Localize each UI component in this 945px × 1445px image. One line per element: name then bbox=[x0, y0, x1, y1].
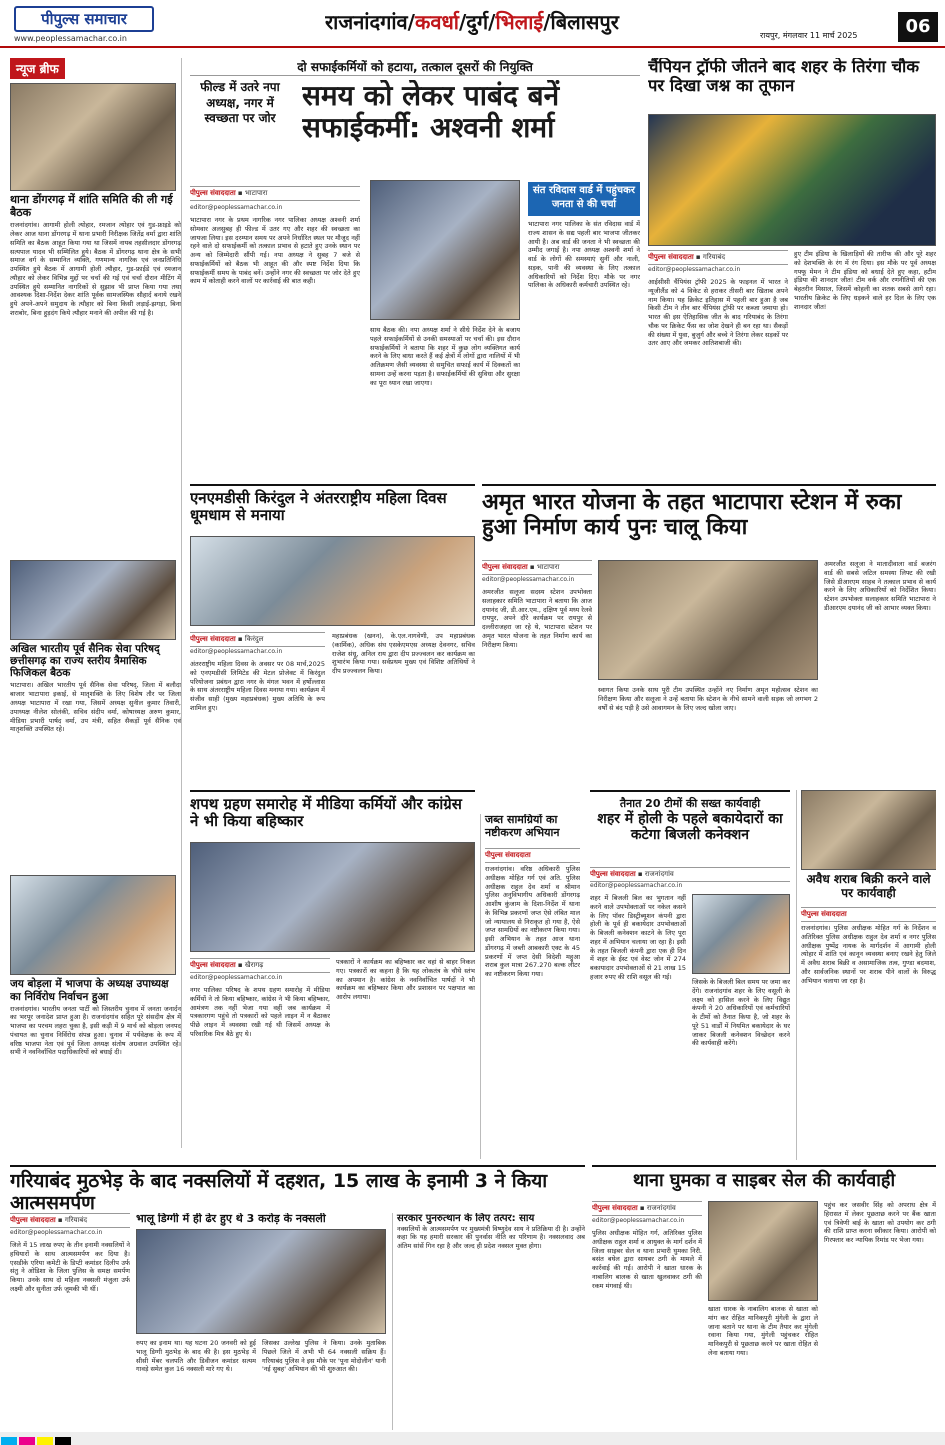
champions-trophy-story bbox=[648, 58, 936, 478]
ward-subhead-box: संत रविदास वार्ड में पहुंचकर जनता से की चर्चा bbox=[528, 182, 640, 216]
oath-boycott-story bbox=[190, 790, 475, 1160]
oath-email[interactable]: editor@peoplessamachar.co.in bbox=[190, 974, 283, 981]
seizure-byline bbox=[485, 848, 580, 863]
champions-body-1: आईसीसी चैंपियंस ट्रॉफी 2025 के फाइनल में भारत ने न्यूजीलैंड को 4 विकेट से हराकर तीसरी बार खिताब अपने नाम किया। यह क्रिकेट इतिहास में पहली बार हुआ है जब किसी टीम ने तीन बार चैंपियंस ट्रॉफी पर कब्जा जमाया हो। भारत की इस ऐतिहासिक जीत के बाद गरियाबंद के तिरंगा चौक पर क्रिकेट फैंस का जोश देखने ही बन रहा था। सैकड़ों की संख्या में युवा, बुजुर्ग और बच्चे ने तिरंगा लेकर सड़कों पर उतर आए और जमकर आतिशबाजी की। bbox=[648, 278, 788, 348]
nmdc-body-2: महाप्रबंधक (खनन), के.एल.नागवेणी, उप महाप्रबंधक (कार्मिक), अधिक संघ एसकेएमएस अध्यक्ष देवनगर, सचिव राजेश संधू, अनिल राय द्वारा दीप प्रज्ज्वलन कर कार्यक्रम का शुभारंभ किया गया। सर्वप्रथम मुख्य एवं विशिष्ट अतिथियों ने दीप प्रज्ज्वलन किया। bbox=[332, 632, 475, 676]
news-brief-column bbox=[10, 58, 182, 1148]
cleanliness-body-2: साथ बैठक की। नपा अध्यक्ष शर्मा ने सीधे निर्देश देने के बजाय पहले सफाईकर्मियों से उनकी समस्याओं पर चर्चा की। इस दौरान सफाईकर्मियों ने बताया कि शहर में कुछ लोग व्यक्तिगत कार्य करने के लिए बाधा करते हैं कई क्षेत्रों में लोगों द्वारा नालियों में भी अतिक्रमण जैसी व्यवस्था से समुचित सफाई कार्य में दिक्कतों का सामना उन्हें करना पड़ता है। सफाईकर्मियों की सुविधा और सुरक्षा का पूरा ध्यान रखा जाएगा। bbox=[370, 326, 520, 387]
byline-place: गरियाबंद bbox=[64, 1216, 88, 1224]
masthead bbox=[0, 0, 945, 48]
byline-name: पीपुल्स संवाददाता bbox=[592, 1204, 638, 1212]
naxal-byline: पीपुल्स संवाददाता ▪ गरियाबंद bbox=[10, 1213, 130, 1228]
oath-ceremony-photo bbox=[190, 842, 475, 952]
seizure-story bbox=[480, 814, 580, 1159]
website-url[interactable]: www.peoplessamachar.co.in bbox=[14, 34, 127, 43]
electricity-body-2: जिसके के बिजली बिल समय पर जमा कर देंगे। राजनांदगांव शहर के लिए वसूली के लक्ष्य को हासिल करने के लिए विद्युत कंपनी ने 20 अधिकारियों एवं कर्मचारियों के टीमों को तैनात किया है, जो शहर के पूरे 51 वार्डों में नियमित बकायेदार के घर जाकर बिजली कनेक्शन विच्छेदन करने की कार्यवाही करेंगे। bbox=[692, 978, 790, 1048]
byline-place: राजनांदगांव bbox=[646, 1204, 676, 1212]
cyber-cell-story bbox=[592, 1165, 936, 1430]
byline-name: पीपुल्स संवाददाता bbox=[648, 253, 694, 261]
liquor-photo bbox=[801, 790, 936, 870]
electricity-byline: पीपुल्स संवाददाता ▪ राजनांदगांव bbox=[590, 867, 790, 882]
seizure-body: राजनांदगांव। वरिष्ठ अधिकारी पुलिस अधीक्षक मोहित गर्ग एवं अति. पुलिस अधीक्षक राहुल देव शर्मा व श्रीमान पुलिस अनुविभागीय अधिकारी डोंगरगढ़ आशीष कुंजाम के दिशा-निर्देश में थाना के विभिन्न प्रकरणों जप्त ऐसे लंबित माल जो न्यायालय से निराकृत हो गया है, ऐसे जप्त सामग्रियों का नष्टीकरण किया गया। इसी अभियान के तहत आज थाना डोंगरगढ़ में जब्ती आबकारी एक्ट के 45 प्रकरणों में जप्त देसी विदेशी महुआ शराब कुल मात्रा 267.270 बल्क लीटर का नष्टीकरण किया गया। bbox=[485, 865, 580, 979]
byline-name: पीपुल्स संवाददाता bbox=[190, 961, 236, 969]
naxal-subhead: भालू डिग्गी में ही ढेर हुए थे 3 करोड़ के नक्सली bbox=[136, 1213, 326, 1225]
oath-body-2: पत्रकारों ने कार्यक्रम का बहिष्कार कर वहां से बाहर निकल गए। पत्रकारों का कहना है कि यह लोकतंत्र के चौथे स्तंभ का अपमान है। कांग्रेस के नवनिर्वाचित पार्षदों ने भी कार्यक्रम का बहिष्कार किया और प्रशासन पर पक्षपात का आरोप लगाया। bbox=[336, 958, 475, 1002]
champions-body-2: हुए टीम इंडिया के खिलाड़ियों की तारीफ की और पूरे शहर को देशभक्ति के रंग में रंग दिया। इस मौके पर पूर्व अध्यक्ष गफ्फू मेमन ने टीम इंडिया को बधाई देते हुए कहा, हटीम इंडिया की शानदार जीत! टीम वर्क और रणनीतियों की एक बेहतरीन मिसाल, जिसमें कोहली का शतक सबसे आगे रहा। भारतीय क्रिकेट के लिए धड़कने वाले हर दिल के लिए एक शानदार जीत! bbox=[794, 250, 936, 311]
byline-place: किरंदुल bbox=[244, 635, 264, 643]
brief-2-headline: अखिल भारतीय पूर्व सैनिक सेवा परिषद् छत्तीसगढ़ का राज्य स्तरीय त्रैमासिक फिजिकल बैठक bbox=[10, 643, 160, 680]
electricity-photo bbox=[692, 894, 790, 974]
news-brief-tag: न्यूज ब्रीफ bbox=[10, 58, 65, 79]
byline-name: पीपुल्स संवाददाता bbox=[590, 870, 636, 878]
brief-photo-1 bbox=[10, 83, 176, 191]
newspaper-logo: पीपुल्स समाचार bbox=[14, 6, 154, 32]
byline-place: भाटापारा bbox=[244, 189, 268, 197]
cyber-body-3: पहुंच कर जसवीर सिंह को अपराध क्षेत्र में हिरासत में लेकर पूछताछ करने पर बैंक खाता एवं त्रिवेणी बाई के खाता को उपयोग कर ठगी की राशि प्राप्त करना स्वीकार किया। आरोपी को गिरफ्तार कर न्यायिक रिमांड पर भेजा गया। bbox=[824, 1201, 936, 1245]
oath-headline: शपथ ग्रहण समारोह में मीडिया कर्मियों और कांग्रेस ने भी किया बहिष्कार bbox=[190, 795, 462, 831]
cleanliness-headline: समय को लेकर पाबंद बनें सफाईकर्मी: अश्वनी शर्मा bbox=[302, 80, 560, 145]
naxal-body-2: रुपए का इनाम था। यह घटना 20 जनवरी को हुई भालू डिग्गी मुठभेड़ के बाद की है। इस मुठभेड़ में सीसी मेंबर चलपति और डिवीजन कमांडर सत्यम गावड़े समेत कुल 16 नक्सली मारे गए थे। bbox=[136, 1339, 256, 1374]
nmdc-email[interactable]: editor@peoplessamachar.co.in bbox=[190, 648, 283, 655]
nmdc-headline: एनएमडीसी किरंदुल ने अंतरराष्ट्रीय महिला दिवस धूमधाम से मनाया bbox=[190, 489, 447, 525]
champions-headline: चैंपियन ट्रॉफी जीतने बाद शहर के तिरंगा चौक पर दिखा जश्न का तूफान bbox=[648, 58, 919, 95]
dateline: रायपुर, मंगलवार 11 मार्च 2025 bbox=[760, 31, 858, 40]
champions-byline: पीपुल्स संवाददाता ▪ गरियाबंद bbox=[648, 250, 788, 265]
celebration-photo bbox=[648, 114, 936, 246]
city-3: /दुर्ग/ bbox=[458, 10, 496, 34]
nmdc-body-1: अंतरराष्ट्रीय महिला दिवस के अवसर पर 08 मार्च,2025 को एनएमडीसी लिमिटेड की मेटल प्रोजेक्ट में किरंदुल परियोजना प्रबंधन द्वारा नगर के मंगल भवन में हर्षोल्लास के साथ अंतरराष्ट्रीय महिला दिवस मनाया गया। कार्यक्रम में संजीव साही (मुख्य महाप्रबंधक) मुख्य अतिथि के रूप शामिल हुए। bbox=[190, 660, 325, 712]
brief-1-headline: थाना डोंगरगढ़ में शांति समिति की ली गई बैठक bbox=[10, 193, 173, 219]
swatch-cyan bbox=[1, 1437, 17, 1445]
byline-name: पीपुल्स संवाददाता bbox=[801, 910, 847, 918]
byline-place: राजनांदगांव bbox=[644, 870, 674, 878]
naxal-headline: गरियाबंद मुठभेड़ के बाद नक्सलियों में दहशत, 15 लाख के इनामी 3 ने किया आत्मसमर्पण bbox=[10, 1170, 548, 1214]
print-registration-bar bbox=[0, 1432, 945, 1445]
cm-reaction-box bbox=[392, 1213, 585, 1430]
cleanliness-story bbox=[190, 58, 640, 478]
amrit-byline: पीपुल्स संवाददाता ▪ भाटापारा bbox=[482, 560, 592, 575]
cleanliness-email[interactable]: editor@peoplessamachar.co.in bbox=[190, 204, 283, 211]
naxal-body-1: जिले में 15 लाख रुपए के तीन इनामी नक्सलियों ने हथियारों के साथ आत्मसमर्पण कर दिया है। एसडीके एरिया कमेटी के डिप्टी कमांडर दिलीप उर्फ संतु ने ओडिशा के जिला पुलिस के समक्ष समर्पण किया। उनके साथ दो महिला नक्सली मंजुला उर्फ लक्ष्मी और सुनीता उर्फ जूमकी भी थीं। bbox=[10, 1241, 130, 1293]
byline-name: पीपुल्स संवाददाता bbox=[190, 635, 236, 643]
cm-reaction-headline: सरकार पुनरुत्थान के लिए तत्पर: साय bbox=[397, 1213, 535, 1224]
nmdc-story bbox=[190, 484, 475, 784]
champions-email[interactable]: editor@peoplessamachar.co.in bbox=[648, 266, 741, 273]
swatch-black bbox=[55, 1437, 71, 1445]
electricity-kicker: तैनात 20 टीमों की सख्त कार्यवाही bbox=[619, 797, 761, 810]
surrender-photo bbox=[136, 1229, 386, 1334]
brief-2-body: भाटापारा। अखिल भारतीय पूर्व सैनिक सेवा परिषद्, जिला में बलौदा बाजार भाटापारा इकाई, से मातृशक्ति के लिए विशेष तौर पर जिला अध्यक्ष भाटापारा में रखा गया, जिसमें अध्यक्ष सुनील कुमार तिवारी, उपाध्यक्ष नीलेश सोलंकी, सचिव संदीप वर्मा, कोषाध्यक्ष अरुण कुमार, मीडिया प्रभारी पार्षद वर्मा, उप मंत्री, सहित सैकड़ों पूर्व सैनिक एवं मातृशक्ति उपस्थित रहे। bbox=[10, 681, 181, 734]
electricity-email[interactable]: editor@peoplessamachar.co.in bbox=[590, 882, 683, 889]
city-5: /बिलासपुर bbox=[543, 10, 619, 34]
swatch-yellow bbox=[37, 1437, 53, 1445]
oath-byline: पीपुल्स संवाददाता ▪ खैरागढ़ bbox=[190, 958, 330, 973]
byline-place: भाटापारा bbox=[536, 563, 560, 571]
byline-name: पीपुल्स संवाददाता bbox=[485, 851, 531, 859]
swatch-magenta bbox=[19, 1437, 35, 1445]
electricity-story bbox=[590, 790, 790, 1160]
cleanliness-side-deck: फील्ड में उतरे नपा अध्यक्ष, नगर में स्वच्छता पर जोर bbox=[200, 80, 280, 126]
cyber-byline: पीपुल्स संवाददाता ▪ राजनांदगांव bbox=[592, 1201, 702, 1216]
city-1: राजनांदगांव/ bbox=[325, 10, 415, 34]
naxal-surrender-story bbox=[10, 1165, 585, 1430]
cleanliness-body-3: भाटापारा नगर पालिका के संत रविदास वार्ड में राज्य शासन के सद्य पहली बार भाजपा जीतकर आयी है। अब वार्ड की जनता ने भी स्वच्छता की उम्मीद जगाई है। नपा अध्यक्ष अश्वनी शर्मा ने वार्ड के लोगों की समस्याएं सुनीं और नाली, सड़क, पानी की व्यवस्था के लिए तत्काल अधिकारियों को निर्देश दिए। मौके पर नगर पालिका के अधिकारी कर्मचारी उपस्थित रहे। bbox=[528, 220, 640, 290]
cyber-headline: थाना घुमका व साइबर सेल की कार्यवाही bbox=[632, 1170, 896, 1191]
byline-name: पीपुल्स संवाददाता bbox=[482, 563, 528, 571]
brief-3-body: राजनांदगांव। भारतीय जनता पार्टी को जिस्तरीय चुनाव में जनता जनार्दन का भरपूर जनादेश प्राप्त हुआ है। राजनांदगांव सहित पूरे संसदीय क्षेत्र में भाजपा का परचम लहरा चुका है, इसी कड़ी में 9 मार्च को बोड़ला जनपद पंचायत का चुनाव निर्विरोध संपन्न हुआ। चुनाव में पर्यवेक्षक के रूप में वरिष्ठ भाजपा नेता एवं पूर्व जिला अध्यक्ष संतोष अग्रवाल उपस्थित रहे। सभी ने नवनिर्वाचित पदाधिकारियों को बधाई दी। bbox=[10, 1004, 181, 1057]
byline-place: गरियाबंद bbox=[702, 253, 726, 261]
page-number: 06 bbox=[898, 12, 938, 42]
brief-3-headline: जय बोड़ला में भाजपा के अध्यक्ष उपाध्यक्ष का निर्विरोध निर्वाचन हुआ bbox=[10, 978, 169, 1003]
city-4: भिलाई bbox=[495, 10, 544, 34]
brief-photo-2 bbox=[10, 560, 176, 640]
amrit-headline: अमृत भारत योजना के तहत भाटापारा स्टेशन में रुका हुआ निर्माण कार्य पुनः चालू किया bbox=[482, 490, 902, 541]
cyber-email[interactable]: editor@peoplessamachar.co.in bbox=[592, 1217, 685, 1224]
naxal-email[interactable]: editor@peoplessamachar.co.in bbox=[10, 1229, 103, 1236]
brief-photo-3 bbox=[10, 875, 176, 975]
oath-body-1: नगर पालिका परिषद के शपथ ग्रहण समारोह में मीडिया कर्मियों ने तो किया बहिष्कार, कांग्रेस ने भी किया बहिष्कार, आमंत्रण तक नहीं भेजा गया वहीं जब कार्यक्रम में पत्रकारगण पहुंचे तो पत्रकारों को पहले लाइन में न बैठाकर पीछे लाइन में व्यवस्था रखी गई थी जिसमें अध्यक्ष के परिवारिक मित्र बैठे हुए थे। bbox=[190, 986, 330, 1038]
electricity-headline: शहर में होली के पहले बकायेदारों का कटेगा बिजली कनेक्शन bbox=[597, 811, 783, 844]
nmdc-byline: पीपुल्स संवाददाता ▪ किरंदुल bbox=[190, 632, 325, 647]
byline-name: पीपुल्स संवाददाता bbox=[10, 1216, 56, 1224]
seizure-headline: जब्त सामग्रियों का नष्टीकरण अभियान bbox=[485, 814, 560, 839]
amrit-bharat-story bbox=[482, 484, 936, 784]
liquor-body: राजनांदगांव। पुलिस अधीक्षक मोहित गर्ग के निर्देशन व अतिरिक्त पुलिस अधीक्षक राहुल देव शर्मा व नगर पुलिस अधीक्षक पुष्पेंद्र नायक के मार्गदर्शन में आगामी होली त्योहार में शांति एवं कानून व्यवस्था बनाए रखने हेतु जिले में अवैध शराब बिक्री व असामाजिक तत्व, गुण्डा बदमाश, और सार्वजनिक स्थानों पर शराब पीने वालों के विरुद्ध अभियान चलाया जा रहा है। bbox=[801, 924, 936, 985]
naxal-body-4: नक्सलियों के आत्मसमर्पण पर मुख्यमंत्री विष्णुदेव साय ने प्रतिक्रिया दी है। उन्होंने कहा कि यह हमारी सरकार की पुनर्वास नीति का परिणाम है। नक्सलवाद अब अंतिम सांसें गिन रहा है और जल्द ही प्रदेश नक्सल मुक्त होगा। bbox=[397, 1224, 585, 1251]
amrit-body-1: अमरजीत सलूजा सदस्य स्टेशन उपभोक्ता सलाहकार समिति भाटापारा ने बताया कि आज दयानंद जी, डी.आर.एम., दक्षिण पूर्व मध्य रेलवे रायपुर, अपने दौरे कार्यक्रम पर रायपुर से दल्लीराजहरा जा रहे थे, भाटापारा स्टेशन पर अमृत भारत योजना के तहत निर्माण कार्य का निरीक्षण किया। bbox=[482, 588, 592, 649]
city-2: कवर्धा bbox=[414, 10, 459, 34]
byline-place: खैरागढ़ bbox=[244, 961, 264, 969]
liquor-story bbox=[796, 790, 936, 1160]
cleanliness-body-1: भाटापारा नगर के प्रथम नागरिक नगर पालिका अध्यक्ष अश्वनी शर्मा सोमवार अलसुबह ही फील्ड में उतर गए और शहर की स्वच्छता का जायजा लिया। इस दरम्यान समय पर अपने निर्धारित स्थल पर मौजूद नहीं रहने वाले दो सफाईकर्मी को तत्काल प्रभाव से हटाते हुए उनके स्थान पर अन्य को जिम्मेदारी सौंपी गई। नपा अध्यक्ष ने सुबह 7 बजे से सफाईकर्मियों को बैठक भी आहूत की और स्पष्ट निर्देश दिया कि सफाईकर्मी समय के पाबंद बनें। उन्होंने नगर की स्वच्छता पर जोर देते हुए काम में कोताही करने वालों पर कार्रवाई की बात कही। bbox=[190, 216, 360, 286]
byline-name: पीपुल्स संवाददाता bbox=[190, 189, 236, 197]
cyber-body-1: पुलिस अधीक्षक मोहित गर्ग, अतिरिक्त पुलिस अधीक्षक राहुल शर्मा व आयुक्त के मार्ग दर्शन में जिला साइबर सेल व थाना प्रभारी घुमका निरी. बसंत बघेल द्वारा सायबर ठगी के मामले में कार्रवाई की गई। आरोपी ने खाता धारक के नाबालिग बालक से खाता खुलवाकर ठगी की रकम मंगवाई थी। bbox=[592, 1229, 702, 1290]
amrit-body-3: अमरजीत सलूजा ने मातादीवाला वार्ड बजरंग वार्ड की सबसे जटिल समस्या लिफ्ट की रखी जिसे डीआरएम साहब ने तत्काल प्रभाव से कार्य करने के लिए अधिकारियों को निर्देशित किया। स्टेशन उपभोक्ता सलाहकार समिति भाटापारा ने डीआरएम दयानंद जी को आभार व्यक्त किया। bbox=[824, 560, 936, 612]
brief-1-body: राजनांदगांव। आगामी होली त्योहार, रमजान त्योहार एवं गुड-फ्राइडे को लेकर आज थाना डोंगरगढ़ में थाना प्रभारी निरीक्षक जितेंद्र वर्मा द्वारा शांति समिति का बैठक आहूत किया गया था जिसमें नायब तहसीलदार डोंगरगढ़ सत्यपाल यादव भी सम्मिलित हुये। बैठक में डोंगरगढ़ थाना क्षेत्र के सभी समाज वर्ग के सम्मानित व्यक्ति, गणमान्य नागरिक एवं जनप्रतिनिधि उपस्थित हुये बैठक में आगामी होली त्यौहार, गुड-फ्राईडे एवं रमजान त्यौहार को लेकर विभिन्न मुद्दों पर चर्चा की गई एवं चर्चा दौरान मीटिंग में उपस्थित हुये सम्मानित नागरिकों से सुझाव भी प्राप्त किया गया तथा आवश्यक दिशा-निर्देश देकर शांति पूर्वक सामजस्यिक सौहार्द बनाये रखने हुये अपने-अपने समुदाय के त्यौहार को बिना किसी लड़ाई-झगड़ा, बिना शराबोर, बिना हुड़दंग किये त्यौहार मनाने की अपील की गई है। bbox=[10, 221, 181, 317]
amrit-body-2: स्वागत किया उनके साथ पूरी टीम उपस्थित उन्होंने नए निर्माण अमृत महोत्सव स्टेशन का निरीक्षण किया और सलूजा ने उन्हें बताया कि स्टेशन के नीचे सामने वाली सड़क जो लगभग 2 वर्षों से बंद पड़ी है उसे आवागमन के लिए जल्द खोला जाए। bbox=[598, 686, 818, 712]
cyber-body-2: खाता धारक के नाबालिग बालक से खाता को मांग कर रोहित मानिकपुरी मुंगेली के द्वारा ले जाना बताने पर थाना के टीम तैयार कर मुंगेली रवाना किया गया, मुंगेली पहुंचकर रोहित मानिकपुरी से पूछताछ करने पर खाता रोहित से लेना बताया गया। bbox=[708, 1305, 818, 1357]
liquor-headline: अवैध शराब बिक्री करने वाले पर कार्यवाही bbox=[806, 872, 931, 900]
cleanliness-photo bbox=[370, 180, 520, 320]
amrit-email[interactable]: editor@peoplessamachar.co.in bbox=[482, 576, 575, 583]
liquor-byline bbox=[801, 907, 936, 922]
cleanliness-kicker: दो सफाईकर्मियों को हटाया, तत्काल दूसरों की नियुक्ति bbox=[190, 58, 640, 76]
accused-photo bbox=[708, 1201, 818, 1301]
naxal-body-3: जिसका उल्लेख पुलिस ने किया। उनके मुताबिक पिछले जिले में अभी भी 64 नक्सली सक्रिय हैं। गरियाबंद पुलिस ने इस मौके पर 'पूना मोदोलीन' यानी 'नई सुबह' अभियान की भी शुरुआत की। bbox=[262, 1339, 386, 1374]
nmdc-photo bbox=[190, 536, 475, 626]
station-inspection-photo bbox=[598, 560, 818, 680]
electricity-body-1: शहर में बिजली बिल का भुगतान नहीं करने वाले उपभोक्ताओं पर नकेल कसने के लिए पॉवर डिस्ट्रीब्यूशन कंपनी द्वारा होली के पूर्व ही बकायेदार उपभोक्ताओं के बिजली कनेक्शन काटने के लिए पूरा शहर में अभियान चलाया जा रहा है। इसी के तहत बिजली कंपनी द्वारा एक ही दिन में शहर के ईस्ट एवं वेस्ट जोन में 274 बकायादार उपभोक्ताओं से 21 लाख 15 हजार रुपए की राशि वसूल की गई। bbox=[590, 894, 686, 981]
cleanliness-byline: पीपुल्स संवाददाता ▪ भाटापारा bbox=[190, 186, 360, 201]
